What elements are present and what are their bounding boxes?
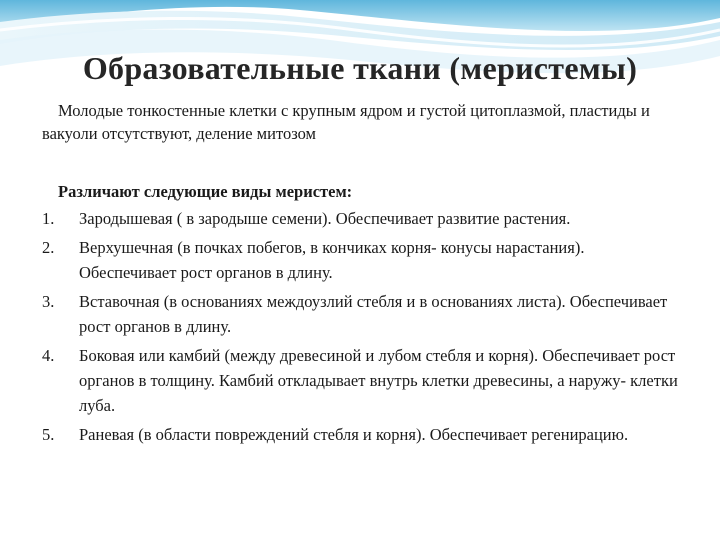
item-text: Боковая или камбий (между древесиной и лубом стебля и корня). Обеспечивает рост органов в толщину. Камбий откладывает внутрь клетки древесины, а наружу- клетки луба.: [79, 346, 678, 415]
item-text: Раневая (в области повреждений стебля и корня). Обеспечивает регенирацию.: [79, 425, 629, 444]
list-item: [42, 343, 692, 418]
list-item: [42, 289, 692, 339]
list-item: [42, 235, 692, 285]
list-heading: Различают следующие виды меристем:: [58, 182, 353, 201]
meristem-list: [42, 206, 692, 451]
item-number: 4.: [42, 346, 55, 365]
slide-title: Образовательные ткани (меристемы): [82, 50, 638, 86]
item-text: Зародышевая ( в зародыше семени). Обеспечивает развитие растения.: [79, 209, 571, 228]
list-item: [42, 206, 692, 231]
item-text: Верхушечная (в почках побегов, в кончиках корня- конусы нарастания). Обеспечивает рост органов в длину.: [79, 238, 585, 282]
item-text: Вставочная (в основаниях междоузлий стебля и в основаниях листа). Обеспечивает рост органов в длину.: [79, 292, 668, 336]
item-number: 3.: [42, 292, 55, 311]
item-number: 2.: [42, 238, 55, 257]
intro-paragraph: Молодые тонкостенные клетки с крупным ядром и густой цитоплазмой, пластиды и вакуоли отсутствуют, деление митозом: [42, 101, 650, 143]
item-number: 5.: [42, 425, 55, 444]
item-number: 1.: [42, 209, 55, 228]
list-item: [42, 422, 692, 447]
